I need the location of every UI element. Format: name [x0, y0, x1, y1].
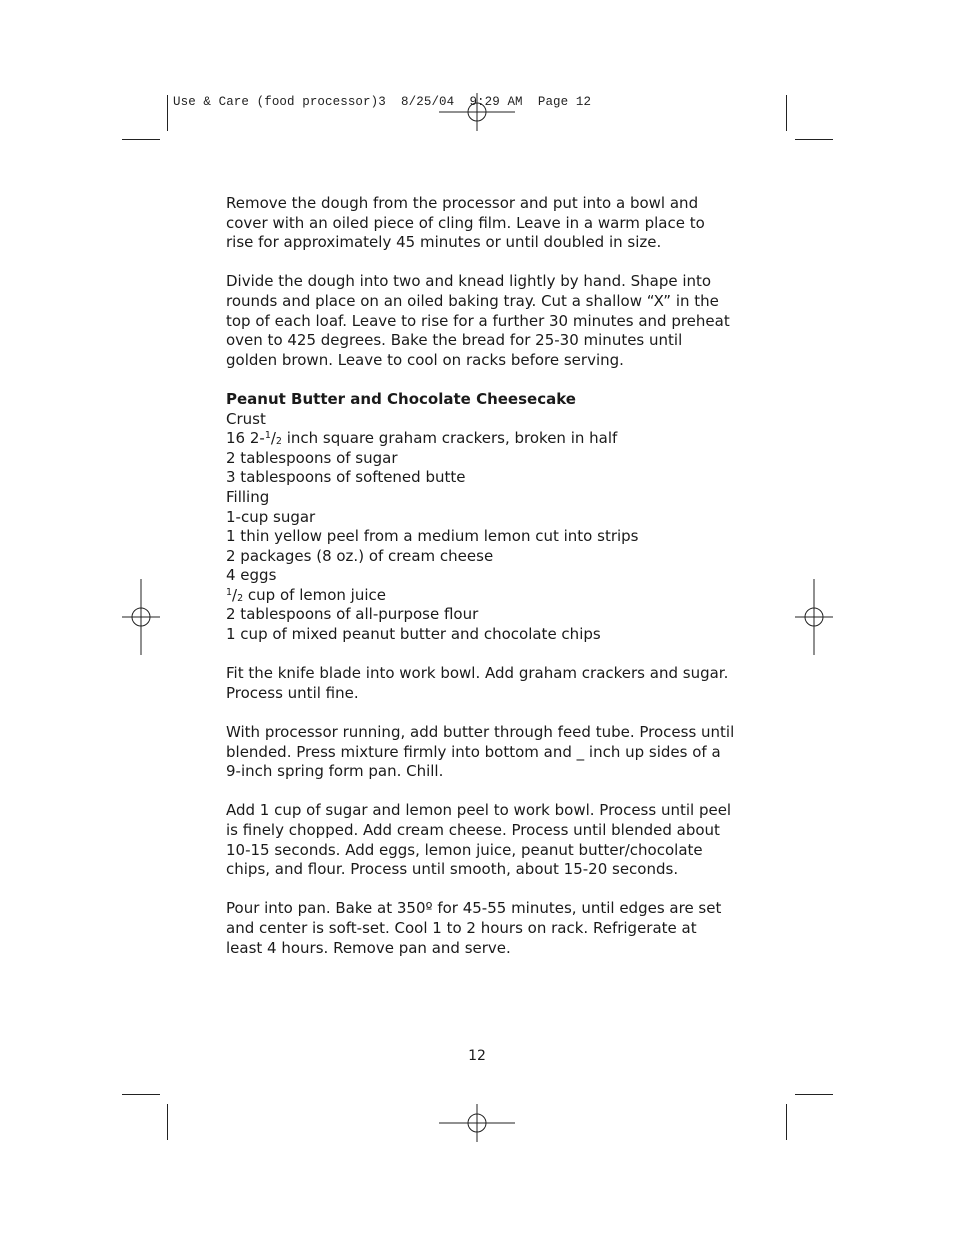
crop-mark-top-right-vertical	[786, 95, 787, 131]
page-content	[226, 194, 736, 978]
ingredient-graham-crackers	[226, 429, 736, 449]
registration-mark-left-icon	[122, 579, 160, 655]
instruction-step-4: Pour into pan. Bake at 350º for 45-55 minutes, until edges are set and center is soft-set. Cool 1 to 2 hours on rack. Refrigerate at least 4 hours. Remove pan and serve.	[226, 899, 722, 957]
instruction-step-3: Add 1 cup of sugar and lemon peel to work bowl. Process until peel is finely chopped. Add cream cheese. Process until blended about 10-15 seconds. Add eggs, lemon juice, peanut butter/chocolate chips, and flour. Process until smooth, about 15-20 seconds.	[226, 801, 732, 879]
recipe-title: Peanut Butter and Chocolate Cheesecake	[226, 389, 576, 408]
crust-label: Crust	[226, 409, 266, 428]
ingredient-cup-sugar: 1-cup sugar	[226, 507, 316, 526]
crop-mark-bottom-right-vertical	[786, 1104, 787, 1140]
crop-mark-bottom-left-horizontal	[122, 1094, 160, 1095]
registration-mark-right-icon	[795, 579, 833, 655]
crop-mark-bottom-left-vertical	[167, 1104, 168, 1140]
instruction-step-2: With processor running, add butter through feed tube. Process until blended. Press mixture firmly into bottom and _ inch up sides of a 9-inch spring form pan. Chill.	[226, 723, 735, 781]
ingredient-flour: 2 tablespoons of all-purpose flour	[226, 605, 479, 624]
ingredient-eggs: 4 eggs	[226, 566, 277, 585]
crop-mark-top-right-horizontal	[795, 139, 833, 140]
crop-mark-top-left-horizontal	[122, 139, 160, 140]
instruction-step-1: Fit the knife blade into work bowl. Add graham crackers and sugar. Process until fine.	[226, 664, 729, 702]
crop-mark-bottom-right-horizontal	[795, 1094, 833, 1095]
ingredient-lemon-juice	[226, 586, 736, 606]
ingredient-suffix: cup of lemon juice	[243, 585, 386, 604]
ingredient-suffix: inch square graham crackers, broken in half	[281, 429, 618, 448]
crop-mark-top-left-vertical	[167, 95, 168, 131]
fraction-numerator: 1	[264, 430, 271, 442]
printer-slug-line: Use & Care (food processor)3 8/25/04 9:29 AM Page 12	[173, 95, 592, 109]
ingredient-cream-cheese: 2 packages (8 oz.) of cream cheese	[226, 546, 494, 565]
paragraph-shape-bake: Divide the dough into two and knead lightly by hand. Shape into rounds and place on an oiled baking tray. Cut a shallow “X” in the top of each loaf. Leave to rise for a further 30 minutes and preheat oven to 425 degrees. Bake the bread for 25-30 minutes until golden brown. Leave to cool on racks before serving.	[226, 272, 730, 369]
ingredient-chips: 1 cup of mixed peanut butter and chocolate chips	[226, 625, 601, 644]
fraction-numerator: 1	[226, 586, 233, 598]
fraction-slash: /	[232, 585, 238, 604]
fraction-denominator: 2	[237, 592, 244, 604]
filling-label: Filling	[226, 487, 270, 506]
ingredient-lemon-peel: 1 thin yellow peel from a medium lemon cut into strips	[226, 527, 639, 546]
page-number: 12	[468, 1048, 486, 1064]
paragraph-rise-dough: Remove the dough from the processor and put into a bowl and cover with an oiled piece of cling film. Leave in a warm place to rise for approximately 45 minutes or until doubled in size.	[226, 194, 705, 252]
registration-mark-bottom-icon	[439, 1104, 515, 1142]
ingredient-prefix: 16 2-	[226, 429, 265, 448]
ingredient-butter: 3 tablespoons of softened butte	[226, 468, 466, 487]
ingredient-sugar: 2 tablespoons of sugar	[226, 448, 398, 467]
fraction-slash: /	[270, 429, 276, 448]
fraction-denominator: 2	[275, 436, 282, 448]
registration-mark-top-icon	[439, 93, 515, 131]
